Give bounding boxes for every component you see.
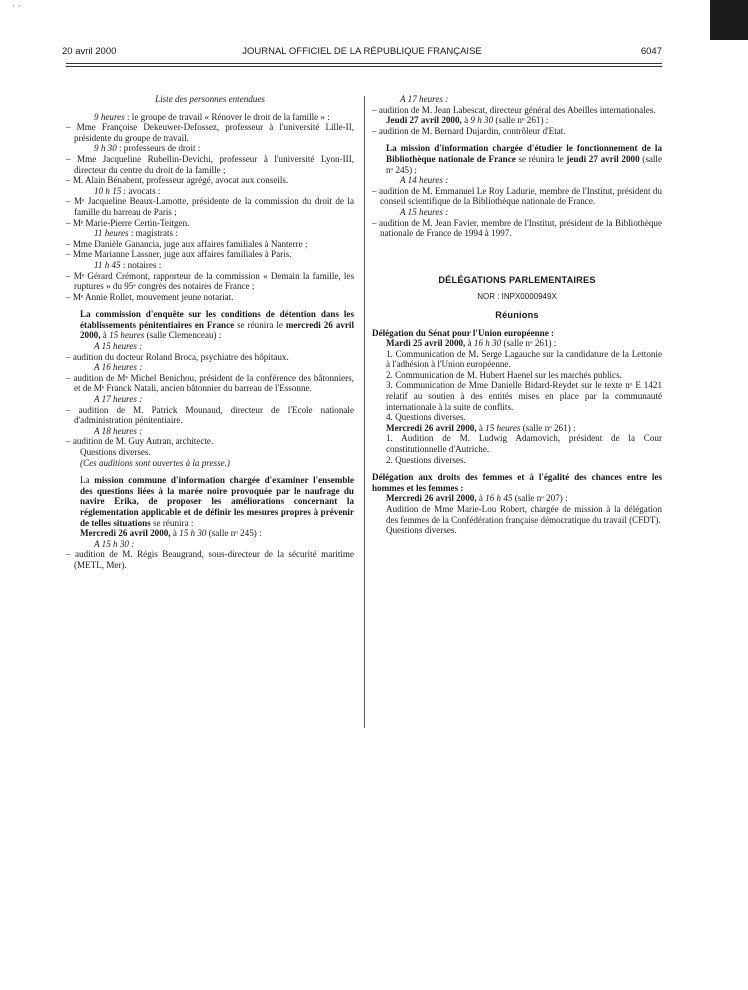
list-item: – Mme Jacqueline Rubellin-Devichi, professeur à l'université Lyon-III, directeur du centre du droit de la famille ; [66, 153, 354, 175]
list-item: – Mme Françoise Dekeuwer-Defossez, professeur à l'université Lille-II, présidente du groupe de travail. [66, 122, 354, 143]
list-heading: Liste des personnes entendues [155, 94, 265, 104]
time-slot: A 15 h 30 : [94, 538, 135, 549]
agenda-item: Audition de Mme Marie-Lou Robert, chargée de mission à la délégation des femmes de la Confédération française démocratique du travail (CFDT). [386, 504, 662, 525]
meeting-date-line: Mercredi 26 avril 2000, à 15 heures (salle nᵒ 261) : [386, 422, 576, 433]
press-note: (Ces auditions sont ouvertes à la presse.) [80, 457, 230, 468]
hearing-item: – audition du docteur Roland Broca, psychiatre des hôpitaux. [66, 351, 289, 362]
hearing-item: – audition de M. Guy Autran, architecte. [66, 436, 214, 447]
agenda-item: 2. Communication de M. Hubert Haenel sur les marchés publics. [386, 369, 622, 380]
header-rule-bottom [66, 66, 662, 67]
agenda-item: 1. Audition de M. Ludwig Adamovich, président de la Cour constitutionnelle d'Autriche. [386, 433, 662, 455]
section-title: DÉLÉGATIONS PARLEMENTAIRES [438, 274, 596, 285]
list-item: – Mme Danièle Ganancia, juge aux affaires familiales à Nanterre ; [66, 238, 308, 249]
list-time-entry: 10 h 15 : avocats : [94, 185, 161, 196]
list-item: – Mᵉ Gérard Crémont, rapporteur de la commission « Demain la famille, les ruptures » du 95ᵉ congrès des notaires de France ; [66, 270, 354, 292]
meeting-date-line: Mercredi 26 avril 2000, à 16 h 45 (salle nᵒ 207) : [386, 493, 568, 504]
list-time-entry: 9 h 30 : professeurs de droit : [94, 143, 201, 154]
meeting-date-line: Mercredi 26 avril 2000, à 15 h 30 (salle nᵒ 245) : [80, 528, 262, 539]
agenda-item: Questions diverses. [386, 525, 457, 536]
delegation-title: Délégation aux droits des femmes et à l'égalité des chances entre les hommes et les femmes : [372, 472, 662, 493]
reunions-heading: Réunions [495, 309, 539, 320]
list-item: – Mᵉ Jacqueline Beaux-Lamotte, présidente de la commission du droit de la famille du barreau de Paris ; [66, 196, 354, 217]
hearing-item: – audition de Mᵉ Michel Benichou, président de la conférence des bâtonniers, et de Mᵉ Franck Natali, ancien bâtonnier du barreau de l'Essonne. [66, 372, 354, 394]
list-time-entry: 11 heures : magistrats : [94, 228, 178, 239]
hearing-item: – audition de M. Régis Beaugrand, sous-directeur de la sécurité maritime (METL, Mer). [66, 549, 354, 570]
header-rule-top [66, 63, 662, 64]
column-divider [364, 96, 365, 728]
time-slot: A 16 heures : [94, 362, 143, 373]
questions-diverses: Questions diverses. [80, 447, 151, 457]
hearing-item: – audition de M. Patrick Mounaud, directeur de l'Ecole nationale d'administration pénitentiaire. [66, 404, 354, 426]
time-slot: A 18 heures : [94, 425, 143, 436]
delegation-title: Délégation du Sénat pour l'Union européenne : [372, 327, 555, 338]
list-item: – Mᵉ Annie Rollet, mouvement jeune notariat. [66, 291, 234, 302]
list-time-entry: 11 h 45 : notaires : [94, 259, 162, 270]
mission-announcement: La mission commune d'information chargée d'examiner l'ensemble des questions liées à la marée noire provoquée par le naufrage du navire Erika, de proposer les améliorations concernant la réglementation applicable et de définir les mesures propres à prévenir de telles situations se réunira : [80, 475, 354, 528]
hearing-item: – audition de M. Jean Favier, membre de l'Institut, président de la Bibliothèque nationale de France de 1994 à 1997. [372, 217, 662, 239]
agenda-item: 1. Communication de M. Serge Lagauche sur la candidature de la Lettonie à l'adhésion à l'Union européenne. [386, 348, 662, 370]
list-item: – Mme Marianne Lassner, juge aux affaires familiales à Paris. [66, 249, 292, 260]
hearing-item: – audition de M. Jean Labescat, directeur général des Abeilles internationales. [372, 104, 656, 115]
agenda-item: 3. Communication de Mme Danielle Bidard-Reydet sur le texte nᵒ E 1421 relatif au soutien à des entités mises en place par la communauté internationale à la suite de conflits. [386, 380, 662, 412]
nor-reference: NOR : INPX0000949X [477, 292, 557, 302]
list-item: – M. Alain Bénabent, professeur agrégé, avocat aux conseils. [66, 175, 289, 186]
corner-mark [710, 0, 748, 40]
meeting-date-line: Mardi 25 avril 2000, à 16 h 30 (salle nᵒ 261) : [386, 338, 557, 349]
list-item: – Mᵉ Marie-Pierre Certin-Teitgen. [66, 217, 190, 228]
time-slot: A 14 heures : [400, 175, 449, 186]
hearing-item: – audition de M. Emmanuel Le Roy Ladurie, membre de l'Institut, président du conseil scientifique de la Bibliothèque nationale de France. [372, 185, 662, 207]
commission-announcement: La commission d'enquête sur les conditions de détention dans les établissements pénitentiaires en France se réunira le mercredi 26 avril 2000, à 15 heures (salle Clemenceau) : [80, 309, 354, 341]
hearing-item: – audition de M. Bernard Dujardin, contrôleur d'Etat. [372, 125, 566, 136]
agenda-item: 4. Questions diverses. [386, 412, 466, 423]
time-slot: A 17 heures : [400, 94, 449, 104]
scan-speck: · · [12, 2, 21, 12]
time-slot: A 15 heures : [400, 206, 449, 217]
time-slot: A 15 heures : [94, 341, 143, 352]
time-slot: A 17 heures : [94, 394, 143, 405]
header-date: 20 avril 2000 [62, 46, 117, 57]
agenda-item: 2. Questions diverses. [386, 454, 466, 465]
right-column [372, 94, 662, 536]
left-column [66, 94, 354, 571]
list-time-entry: 9 heures : le groupe de travail « Rénover le droit de la famille » : [94, 111, 330, 122]
header-page-number: 6047 [640, 46, 662, 57]
header-title: JOURNAL OFFICIEL DE LA RÉPUBLIQUE FRANÇAISE [242, 46, 482, 57]
page-header [62, 46, 662, 60]
meeting-date-line: Jeudi 27 avril 2000, à 9 h 30 (salle nᵒ 261) : [386, 115, 549, 126]
bnf-mission-announcement: La mission d'information chargée d'étudier le fonctionnement de la Bibliothèque nationale de France se réunira le jeudi 27 avril 2000 (salle nᵒ 245) : [386, 143, 662, 175]
